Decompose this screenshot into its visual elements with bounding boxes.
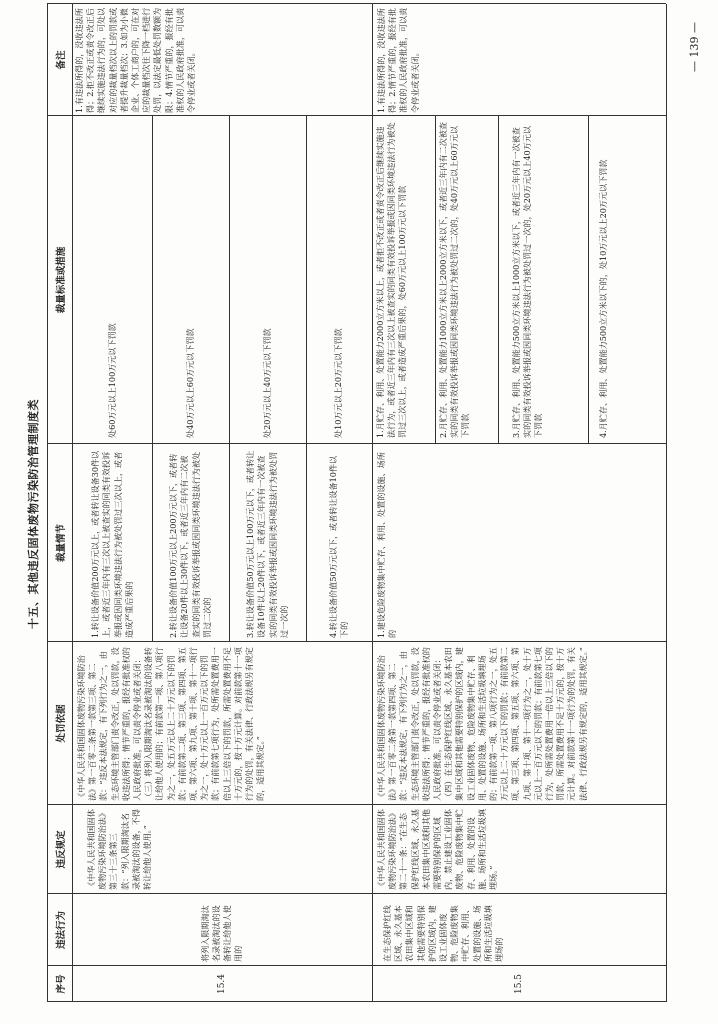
row-number: 15.5 bbox=[514, 973, 524, 995]
header-rule: 违反规定 bbox=[55, 830, 67, 869]
violated-rule: 《中华人民共和国固体废物污染环境防治法》第二十一条：“在生态保护红线区域、永久基本农田集中区域和其他需要特别保护的区域内，禁止建设工业固体废物、危险废物集中贮存、利用、处置的设施、场所和生活垃圾填埋场。” bbox=[376, 809, 499, 890]
header-note: 备注 bbox=[55, 50, 67, 70]
header-bottom-border bbox=[72, 4, 73, 1002]
row-separator bbox=[372, 4, 373, 1002]
circumstance: 4.转让设备价值50万元以下，或者转让设备10件以下的 bbox=[327, 455, 349, 638]
table-bottom-border bbox=[666, 4, 667, 1002]
subrow-separator bbox=[498, 116, 499, 444]
subrow-separator bbox=[588, 116, 589, 444]
table-title: 十五、其他违反固体废物污染防治管理制度类 bbox=[27, 399, 40, 629]
standard-measure: 处40万元以上60万元以下罚款 bbox=[184, 328, 195, 438]
violation-act: 在生态保护红线区域、永久基本农田集中区域和其他需要特别保护的区域内，建设工业固体废物、危险废物集中贮存、利用、处置的设施、场所和生活垃圾填埋场的 bbox=[382, 905, 505, 962]
header-basis: 处罚依据 bbox=[55, 704, 67, 743]
standard-measure: 处20万元以上40万元以下罚款 bbox=[261, 328, 272, 438]
violated-rule: 《中华人民共和国固体废物污染环境防治法》第三十三条第三款：“列入限期淘汰名录被淘汰的设备，不得转让给他人使用。” bbox=[86, 809, 153, 890]
circumstance: 2.转让设备价值100万元以上200万元以下，或者转让设备20件以上30件以下，或者近三年内有二次被查实的同类有效投诉举报或因同类环境违法行为被处罚过二次的 bbox=[168, 451, 212, 638]
remark: 1.有违法所得的，没收违法所得；2.拒不改正或责令改正后继续实施违法行为的，可处以对应的裁量档次以上的罚款或者提升裁量档次；3.如为小微企业、个体工商户的，可在对应的裁量档次往下降一档进行处罚，以法定最低处罚数额为限；4.情节严重的，报经有批准权的人民政府批准，可以责令停业或者关闭。 bbox=[74, 7, 197, 113]
col-border bbox=[47, 893, 666, 894]
standard-measure: 4.月贮存、利用、处置能力500立方米以下的，处10万元以上20万元以下罚款 bbox=[598, 159, 608, 438]
circumstance: 1.转让设备价值200万元以上，或者转让设备30件以上，或者近三年内有三次以上被查实的同类有效投诉举报或因同类环境违法行为被处罚过三次以上，或者造成严重后果的 bbox=[90, 450, 134, 638]
violation-act: 将列入限期淘汰名录被淘汰的设备转让给他人使用的 bbox=[199, 905, 244, 962]
col-border-right bbox=[47, 3, 666, 4]
penalty-basis: 《中华人民共和国固体废物污染环境防治法》第一百零二条第一款第四项、第二款：“违反本法规定，有下列行为之一，由生态环境主管部门责令改正，处以罚款，没收违法所得；情节严重的，报经有批准权的人民政府批准，可以责令停业或者关闭：（四）在生态保护红线区域、永久基本农田集中区域和其他需要特别保护的区域内，建设工业固体废物、危险废物集中贮存、利用、处置的设施、场所和生活垃圾填埋场的；有前款第一项、第八项行为之一，处五万元以上二十万元以下的罚款；有前款第二项、第三项、第四项、第五项、第六项、第九项、第十项、第十一项行为之一，处十万元以上一百万元以下的罚款；有前款第七项行为，处所需处置费用一倍以上三倍以下的罚款，所需处置费用不足十万元的，按十万元计算。对前款第十一项行为的处罚，有关法律、行政法规另有规定的，适用其规定。” bbox=[376, 647, 588, 801]
standard-measure: 处60万元以上100万元以下罚款 bbox=[106, 323, 117, 438]
page-number: — 139 — bbox=[688, 22, 701, 72]
circumstance: 1.建设危险废物集中贮存、利用、处置的设施、场所的 bbox=[376, 452, 398, 638]
standard-measure: 2.月贮存、利用、处置能力1000立方米以上2000立方米以下，或者近三年内有二次被查实的同类有效投诉举报或因同类环境违法行为被处罚过二次的，处40万元以上60万元以下罚款 bbox=[438, 121, 471, 438]
header-no: 序号 bbox=[55, 974, 67, 994]
circumstance: 3.转让设备价值50万元以上100万元以下，或者转让设备10件以上20件以下，或者近三年内有一次被查实的同类有效投诉举报或因同类环境违法行为被处罚过一次的 bbox=[245, 450, 289, 638]
standard-measure: 1.月贮存、利用、处置能力2000立方米以上，或者拒不改正或者责令改正后继续实施违法行为，或者近三年内有三次以上被查实的同类有效投诉举报或因同类环境违法行为被处罚过三次以上，或者造成严重后果的，处60万元以上100万元以下罚款 bbox=[375, 122, 408, 438]
col-border bbox=[47, 443, 666, 444]
row-number: 15.4 bbox=[217, 973, 227, 995]
penalty-basis: 《中华人民共和国固体废物污染环境防治法》第一百零二条第一款第三项、第二款：“违反本法规定，有下列行为之一，由生态环境主管部门责令改正，处以罚款，没收违法所得；情节严重的，报经有批准权的人民政府批准，可以责令停业或者关闭：（三）将列入限期淘汰名录被淘汰的设备转让给他人使用的；有前款第一项、第八项行为之一，处五万元以上二十万元以下的罚款；有前款第二项、第三项、第四项、第五项、第六项、第九项、第十项、第十一项行为之一，处十万元以上一百万元以下的罚款；有前款第七项行为，处所需处置费用一倍以上三倍以下的罚款，所需处置费用不足十万元的，按十万元计算。对前款第十一项行为的处罚，有关法律、行政法规另有规定的，适用其规定。” bbox=[76, 647, 266, 801]
subrow-separator bbox=[435, 116, 436, 444]
col-border bbox=[47, 115, 666, 116]
standard-measure: 3.月贮存、利用、处置能力500立方米以上1000立方米以下，或者近三年内有一次被查实的同类有效投诉举报或因同类环境违法行为被处罚过一次的，处20万元以上40万元以下罚款 bbox=[511, 126, 544, 438]
col-border bbox=[47, 641, 666, 642]
col-border bbox=[47, 804, 666, 805]
header-standard: 裁量标准或措施 bbox=[55, 246, 67, 314]
header-circumstance: 裁量情节 bbox=[55, 524, 67, 563]
header-act: 违法行为 bbox=[55, 911, 67, 950]
standard-measure: 处10万元以上20万元以下罚款 bbox=[333, 328, 344, 438]
remark: 1.有违法所得的，没收违法所得；2.情节严重的，报经有批准权的人民政府批准，可以责令停业或者关闭。 bbox=[376, 7, 420, 113]
